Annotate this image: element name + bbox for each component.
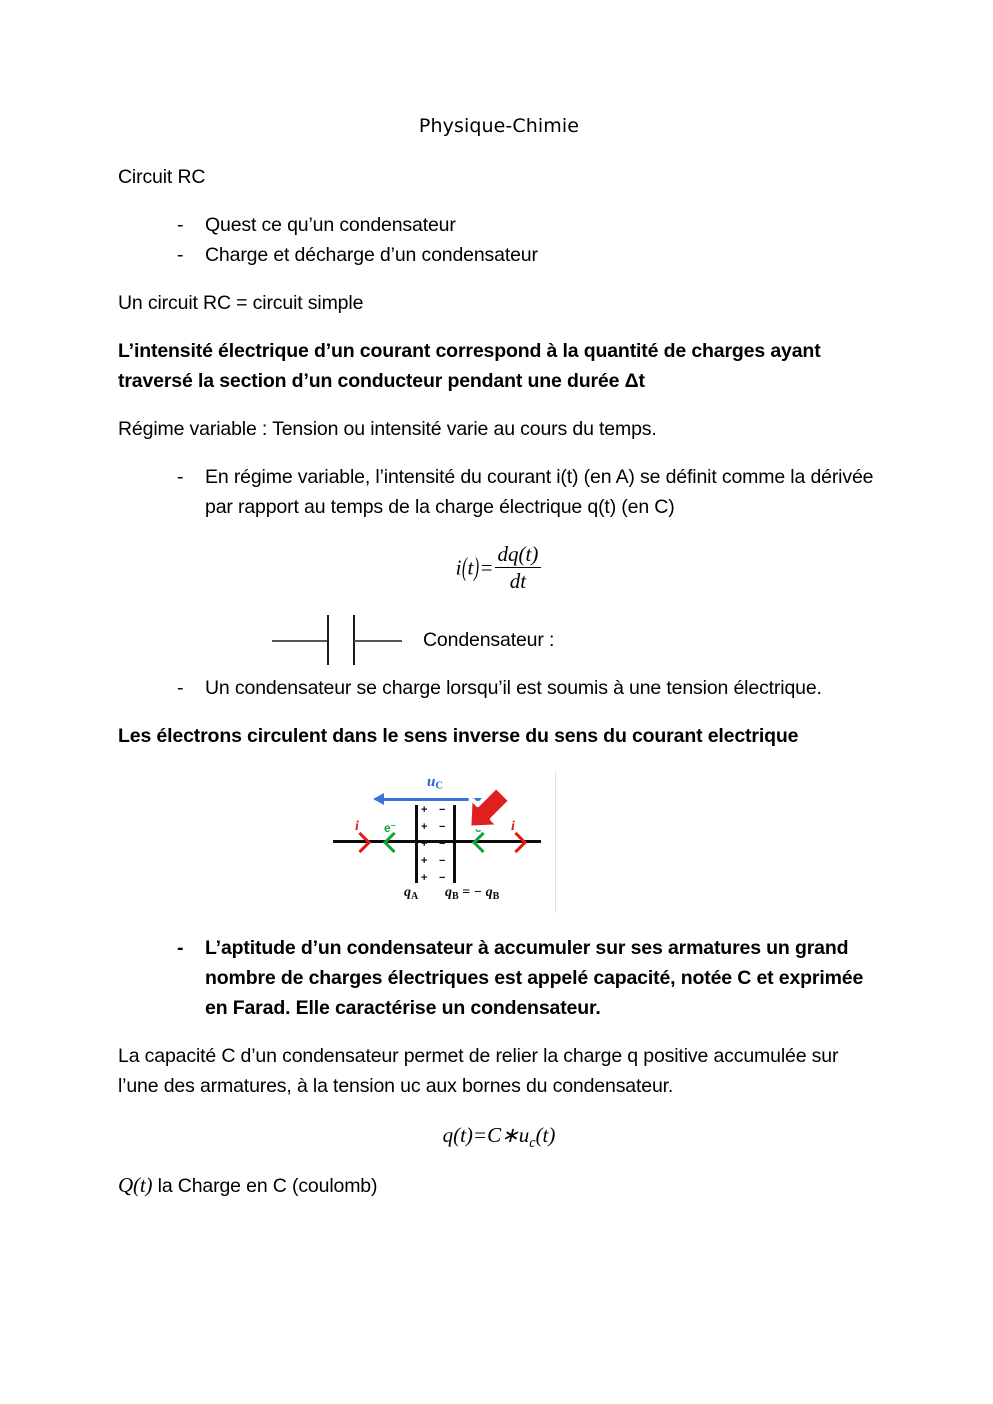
plus-sign: + [421,855,428,868]
derivative-bullet-list [118,462,880,522]
charge-symbol: q [404,885,411,901]
capacitor-plate-left [327,615,329,665]
list-item [118,240,880,270]
list-item [118,462,880,522]
capacitor-schematic-icon [272,613,402,669]
charge-equation: = − q [458,885,493,901]
paragraph-regime-variable: Régime variable : Tension ou intensité varie au cours du temps. [118,418,657,440]
bullet-dash: - [177,937,184,960]
minus-sign: − [439,855,446,868]
red-block-arrow-icon [455,781,519,839]
formula-charge-expression [443,1123,556,1152]
formula-charge-argument: (t) [535,1123,556,1148]
formula-paren-close: ) [473,552,479,583]
formula-charge-equals: = [472,1123,488,1148]
formula-numerator: dq(t) [495,542,542,568]
figure-frame-line [555,771,556,913]
electron-arrow-left-icon [383,832,404,853]
plate-a-charge-label [404,885,418,902]
capacitor-symbol-row [118,613,880,669]
paragraph-charge-legend [118,1170,880,1201]
bullet-dash: - [177,466,184,488]
plus-sign: + [421,838,428,851]
section-heading-circuit-rc: Circuit RC [118,166,206,188]
current-arrow-left-icon [350,832,371,853]
formula-paren-open: ( [461,552,468,583]
capacitor-caption: Condensateur : [423,629,555,652]
plus-sign: + [421,821,428,834]
capacite-bullet-list [118,933,880,1023]
current-label-left: i [355,819,359,835]
paragraph-bold-electrons: Les électrons circulent dans le sens inverse du sens du courant electrique [118,725,799,748]
formula-charge-capacitance: C [487,1123,502,1148]
formula-lhs-argument: t [467,555,474,580]
topics-list [118,210,880,270]
list-item [118,673,880,703]
formula-charge-voltage: u [518,1123,530,1148]
capacitor-charge-figure [315,769,558,915]
bullet-dash: - [177,244,184,266]
bullet-dash: - [177,214,184,236]
charge-math-symbol: Q(t) [118,1173,153,1198]
plate-a-plus-signs [421,805,427,883]
capacitor-wire-right [354,640,402,642]
formula-current-definition [118,544,880,595]
list-item [118,933,880,1023]
page-title: Physique-Chimie [418,115,580,137]
minus-sign: − [439,804,446,817]
formula-charge-operator: ∗ [501,1123,519,1148]
list-item [118,210,880,240]
formula-lhs-variable: i [455,555,462,580]
minus-sign: − [439,821,446,834]
current-label-right: i [511,819,515,835]
charge-equation-subscript: B [492,891,500,903]
paragraph-bold-definition: L’intensité électrique d’un courant correspond à la quantité de charges ayant traversé la section d’un conducteur pendant une durée Δt [118,340,821,392]
voltage-label-symbol: u [427,774,436,791]
plus-sign: + [421,804,428,817]
formula-charge-voltage-subscript: c [529,1135,536,1152]
figure-plate-a [415,805,418,883]
plus-sign: + [421,872,428,885]
paragraph-capacite: La capacité C d’un condensateur permet de relier la charge q positive accumulée sur l’une des armatures, à la tension uc aux bornes du condensateur. [118,1045,839,1098]
electron-charge-sign: − [390,821,396,831]
capacitor-charge-figure-wrap [118,769,880,919]
formula-denominator: dt [509,569,527,594]
charge-subscript: B [452,891,459,903]
minus-sign: − [439,838,446,851]
minus-sign: − [439,872,446,885]
charge-bullet-list [118,673,880,703]
formula-fraction [495,542,542,593]
list-item-label: L’aptitude d’un condensateur à accumuler sur ses armatures un grand nombre de charges électriques est appelé capacité, notée C et exprimée en Farad. Elle caractérise un condensateur. [205,937,864,1020]
plate-b-charge-label [445,885,499,902]
formula-equals: = [479,555,494,580]
bullet-dash: - [177,677,184,700]
voltage-label-subscript: C [435,780,443,792]
electron-symbol: e [384,821,391,836]
charge-legend-text: la Charge en C (coulomb) [152,1175,378,1198]
list-item-label: Quest ce qu’un condensateur [205,214,456,236]
paragraph-intro: Un circuit RC = circuit simple [118,292,364,314]
list-item-label: Charge et décharge d’un condensateur [205,244,538,266]
plate-b-minus-signs [439,805,445,883]
document-content [118,112,880,1219]
formula-current-expression [456,544,543,595]
formula-charge-lhs: q(t) [442,1123,473,1148]
voltage-label [427,774,443,792]
list-item-label: En régime variable, l’intensité du courant i(t) (en A) se définit comme la dérivée par rapport au temps de la charge électrique q(t) (en C) [205,466,874,518]
charge-symbol: q [445,885,452,901]
formula-charge-definition [118,1123,880,1152]
list-item-label: Un condensateur se charge lorsqu’il est soumis à une tension électrique. [205,677,822,700]
charge-subscript: A [411,891,419,903]
capacitor-wire-left [272,640,328,642]
